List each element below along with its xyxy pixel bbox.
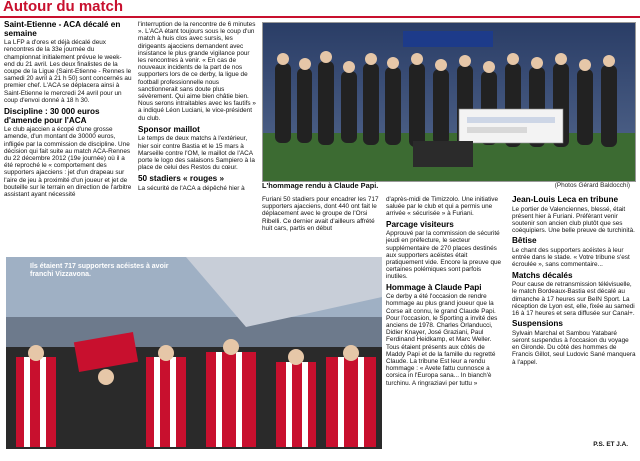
- article-title: Suspensions: [512, 319, 563, 329]
- article-body: Pour cause de retransmission télévisuelle, le match Bordeaux-Bastia est décalé au dimanche à 17 heures sur BeIN Sport. La réception de Lyon est, elle, fixée au samedi 16 à 17 heures et sera diffusée sur Canal+.: [512, 281, 635, 318]
- article-title: Matchs décalés: [512, 270, 573, 280]
- article-title: Hommage à Claude Papi: [386, 282, 482, 292]
- column-1: [4, 21, 132, 199]
- article-body: d'après-midi de Timizzolo. Une initiative saluée par le club et qui a permis une arrivée « sécurisée » à Furiani.: [386, 196, 499, 218]
- section-title: Autour du match: [3, 0, 123, 15]
- article-title: Parcage visiteurs: [386, 219, 454, 229]
- author-signature: P.S. ET J.A.: [593, 441, 628, 448]
- article-title: 50 stadiers « rouges »: [138, 174, 225, 184]
- column-3: [262, 196, 380, 233]
- article-body: Approuvé par la commission de sécurité jeudi en préfecture, le secteur supplémentaire de 270 places destinés aux supporters acéistes était pratiquement vide. Encore la preuve que certaines polémiques sont parfois inutiles.: [386, 230, 502, 281]
- article-title: Discipline : 30 000 euros d'amende pour l'ACA: [4, 107, 100, 125]
- header-rule: [0, 16, 640, 18]
- photo-caption: [262, 181, 634, 190]
- article-title: Sponsor maillot: [138, 124, 200, 134]
- article-body: Le portier de Valenciennes, blessé, était présent hier à Furiani. Préférant venir soutenir son ancien club plutôt que ses coéquipiers. Une belle preuve de turchinità.: [512, 205, 635, 235]
- column-2: [138, 21, 258, 193]
- article-title: Jean-Louis Leca en tribune: [512, 195, 619, 204]
- article-body: Sylvain Marchal et Sambou Yatabaré seront suspendus à l'occasion du voyage en Gironde. Du côté des hommes de Francis Gillot, seul Ludovic Sané manquera à l'appel.: [512, 329, 636, 366]
- article-body: Furiani 50 stadiers pour encadrer les 717 supporters ajacciens, dont 440 ont fait le déplacement avec le groupe de l'Orsi Ribelli. Ce dernier avait d'ailleurs affrété huit cars, partis en début: [262, 196, 379, 232]
- column-4: [386, 196, 504, 388]
- article-body: La sécurité de l'ACA a dépêché hier à: [138, 185, 245, 193]
- article-body: Le temps de deux matchs à l'extérieur, hier soir contre Bastia et le 15 mars à Marseille contre l'OM, le maillot de l'ACA porte le logo des salaisons Sampiero à la place de celui des Restos du cœur.: [138, 135, 255, 172]
- article-title: Bêtise: [512, 236, 537, 246]
- photo-caption: Ils étaient 717 supporters acéistes à avoir franchi Vizzavona.: [30, 263, 169, 278]
- supporters-photo: [6, 257, 382, 449]
- caption-text: L'hommage rendu à Claude Papi.: [262, 181, 379, 190]
- article-body: Le chant des supporters acéistes à leur entrée dans le stade. « Votre tribune s'est écroulée », sans commentaire...: [512, 247, 630, 269]
- homage-photo: [262, 22, 636, 182]
- article-body: Le club ajaccien a écopé d'une grosse amende, d'un montant de 30000 euros, infligée par la commission de discipline. Une décision qui fait suite au match ACA-Rennes du 22 décembre 2012 (19e journée) où il a été reproché le « comportement des supporters ajacciens : jet d'un drapeau sur l'aire de jeu à proximité d'un joueur et jet de bouteille sur le terrain en direction de l'arbitre assistant ayant nécessité: [4, 126, 132, 199]
- article-body: l'interruption de la rencontre de 6 minutes ». L'ACA étant toujours sous le coup d'un match à huis clos avec sursis, les dirigeants ajacciens demandent avec insistance le plus grande vigilance pour les rencontres à venir. « En cas de nouveaux incidents de la part de nos supporters lors de ce derby, la ligue de football professionnelle nous sanctionnerait sans doute plus sévèrement. Qui aime bien châtie bien. Nous serons intraitables avec les fautifs » a indiqué Léon Luciani, le vice-président du club.: [138, 21, 256, 122]
- column-5: [512, 196, 636, 367]
- article-body: Ce derby a été l'occasion de rendre hommage au plus grand joueur que la Corse ait connu, le grand Claude Papi. Pour l'occasion, le Sporting a invité des anciens de 1978. Charles Orlanducci, Didier Knayer, José Graziani, Paul Ferdinand Heidkamp, et Marc Weller. Tous étaient présents aux côtés de Maddy Papi et de la famille du regretté Claude. La tribune Est leur a rendu hommage : « Avete fattu cunnosce a corsica in l'Europa sana... In bianch'è turchinu. A ringraziavi per tuttu »: [386, 293, 498, 387]
- article-body: La LFP a d'ores et déjà décalé deux rencontres de la 33e journée du championnat initialement prévue le week-end du 21 avril. Les deux finalistes de la coupe de la Ligue (Saint-Etienne - Rennes le samedi 20 avril à 21 h 50) sont concernés au premier chef. L'ACA se déplacera ainsi à Saint-Etienne le mercredi 24 avril pour un coup d'envoi donné à 18 h 30.: [4, 39, 132, 104]
- article-title: Saint-Etienne - ACA décalé en semaine: [4, 20, 121, 38]
- photo-credit: (Photos Gérard Baldocchi): [554, 182, 630, 189]
